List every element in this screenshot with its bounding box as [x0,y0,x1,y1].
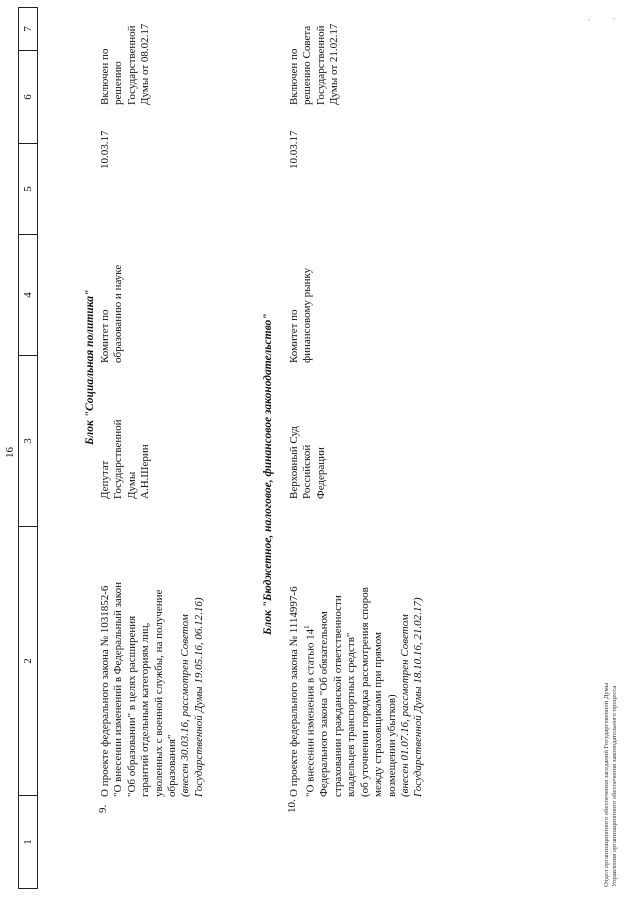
header-col-1: 1 [19,796,38,889]
bill-description [288,497,426,797]
author-line: Думы [125,471,138,499]
status-line: решению Совета [301,25,314,105]
responsible-committee [288,243,315,363]
responsible-committee [99,243,126,363]
bill-line: образования" [166,734,179,797]
footer-line: Отдел организационного обеспечения заседаний Государственной Думы [603,682,610,887]
bill-line: "Об образовании" в целях расширения [125,615,138,797]
author-line: Российской [301,444,314,499]
bill-line-with-superscript [301,497,318,797]
author-line: Верховный Суд [288,426,300,499]
footer-note [603,683,619,887]
status [288,5,342,105]
status-line: решению [112,61,125,105]
bill-note-line: (внесен 30.03.16, рассмотрен Советом [179,614,192,797]
bill-note-line: Государственной Думы 18.10.16, 21.02.17) [412,597,425,797]
committee-line: финансовому рынку [301,267,314,363]
author-line: Федерации [314,447,327,499]
scan-speck: · [610,17,619,20]
bill-line: возмещении убытков) [385,694,398,797]
status-line: Включен по [99,48,111,105]
author-line: Депутат [99,460,111,499]
article-superscript: 1 [303,625,312,629]
header-col-4: 4 [19,235,38,356]
author [99,389,153,499]
header-col-5: 5 [19,144,38,235]
author [288,389,328,499]
status-line: Государственной [125,25,138,105]
bill-line: О проекте федерального закона № 1114997-6 [288,586,300,797]
author-line: А.Н.Шерин [139,444,152,499]
author-line: Государственной [112,419,125,499]
status [99,5,153,105]
bill-line: уволенных с военной службы, на получение [152,589,165,797]
status-line: Включен по [288,48,300,105]
header-col-6: 6 [19,51,38,144]
committee-line: Комитет по [99,309,111,363]
footer-line: Управления организационного обеспечения законодательного процесса [611,685,618,887]
bill-line: владельцев транспортных средств" [345,632,358,797]
page-number: 16 [4,447,16,458]
status-line: Думы от 21.02.17 [328,23,341,105]
bill-note-line: (внесен 01.07.16, рассмотрен Советом [398,614,411,797]
bill-line: (об уточнении порядка рассмотрения споров [358,587,371,797]
bill-line: "О внесении изменения в статью 14 [305,628,318,797]
row-number: 9. [97,804,109,813]
bill-line: О проекте федерального закона № 1031852-6 [99,585,111,797]
bill-line: Федерального закона "Об обязательном [318,611,331,797]
date: 10.03.17 [99,130,111,169]
block-title-budget: Блок "Бюджетное, налоговое, финансовое законодательство" [262,313,274,635]
row-number: 10. [286,799,298,813]
date: 10.03.17 [288,130,300,169]
status-line: Думы от 08.02.17 [139,23,152,105]
bill-line: страховании гражданской ответственности [331,595,344,797]
header-col-7: 7 [19,8,38,51]
column-header-table [18,7,38,889]
committee-line: образованию и науке [112,264,125,363]
header-col-2: 2 [19,527,38,796]
block-title-social: Блок "Социальная политика" [84,289,96,445]
header-col-3: 3 [19,356,38,527]
committee-line: Комитет по [288,309,300,363]
scan-speck: · [585,18,594,21]
bill-note-line: Государственной Думы 19.05.16, 06.12.16) [192,597,205,797]
bill-line: между страховщиками при прямом [372,632,385,797]
bill-description [99,497,206,797]
bill-line: "О внесении изменений в Федеральный закон [112,582,125,797]
status-line: Государственной [314,25,327,105]
bill-line: гарантий отдельным категориям лиц, [139,622,152,797]
